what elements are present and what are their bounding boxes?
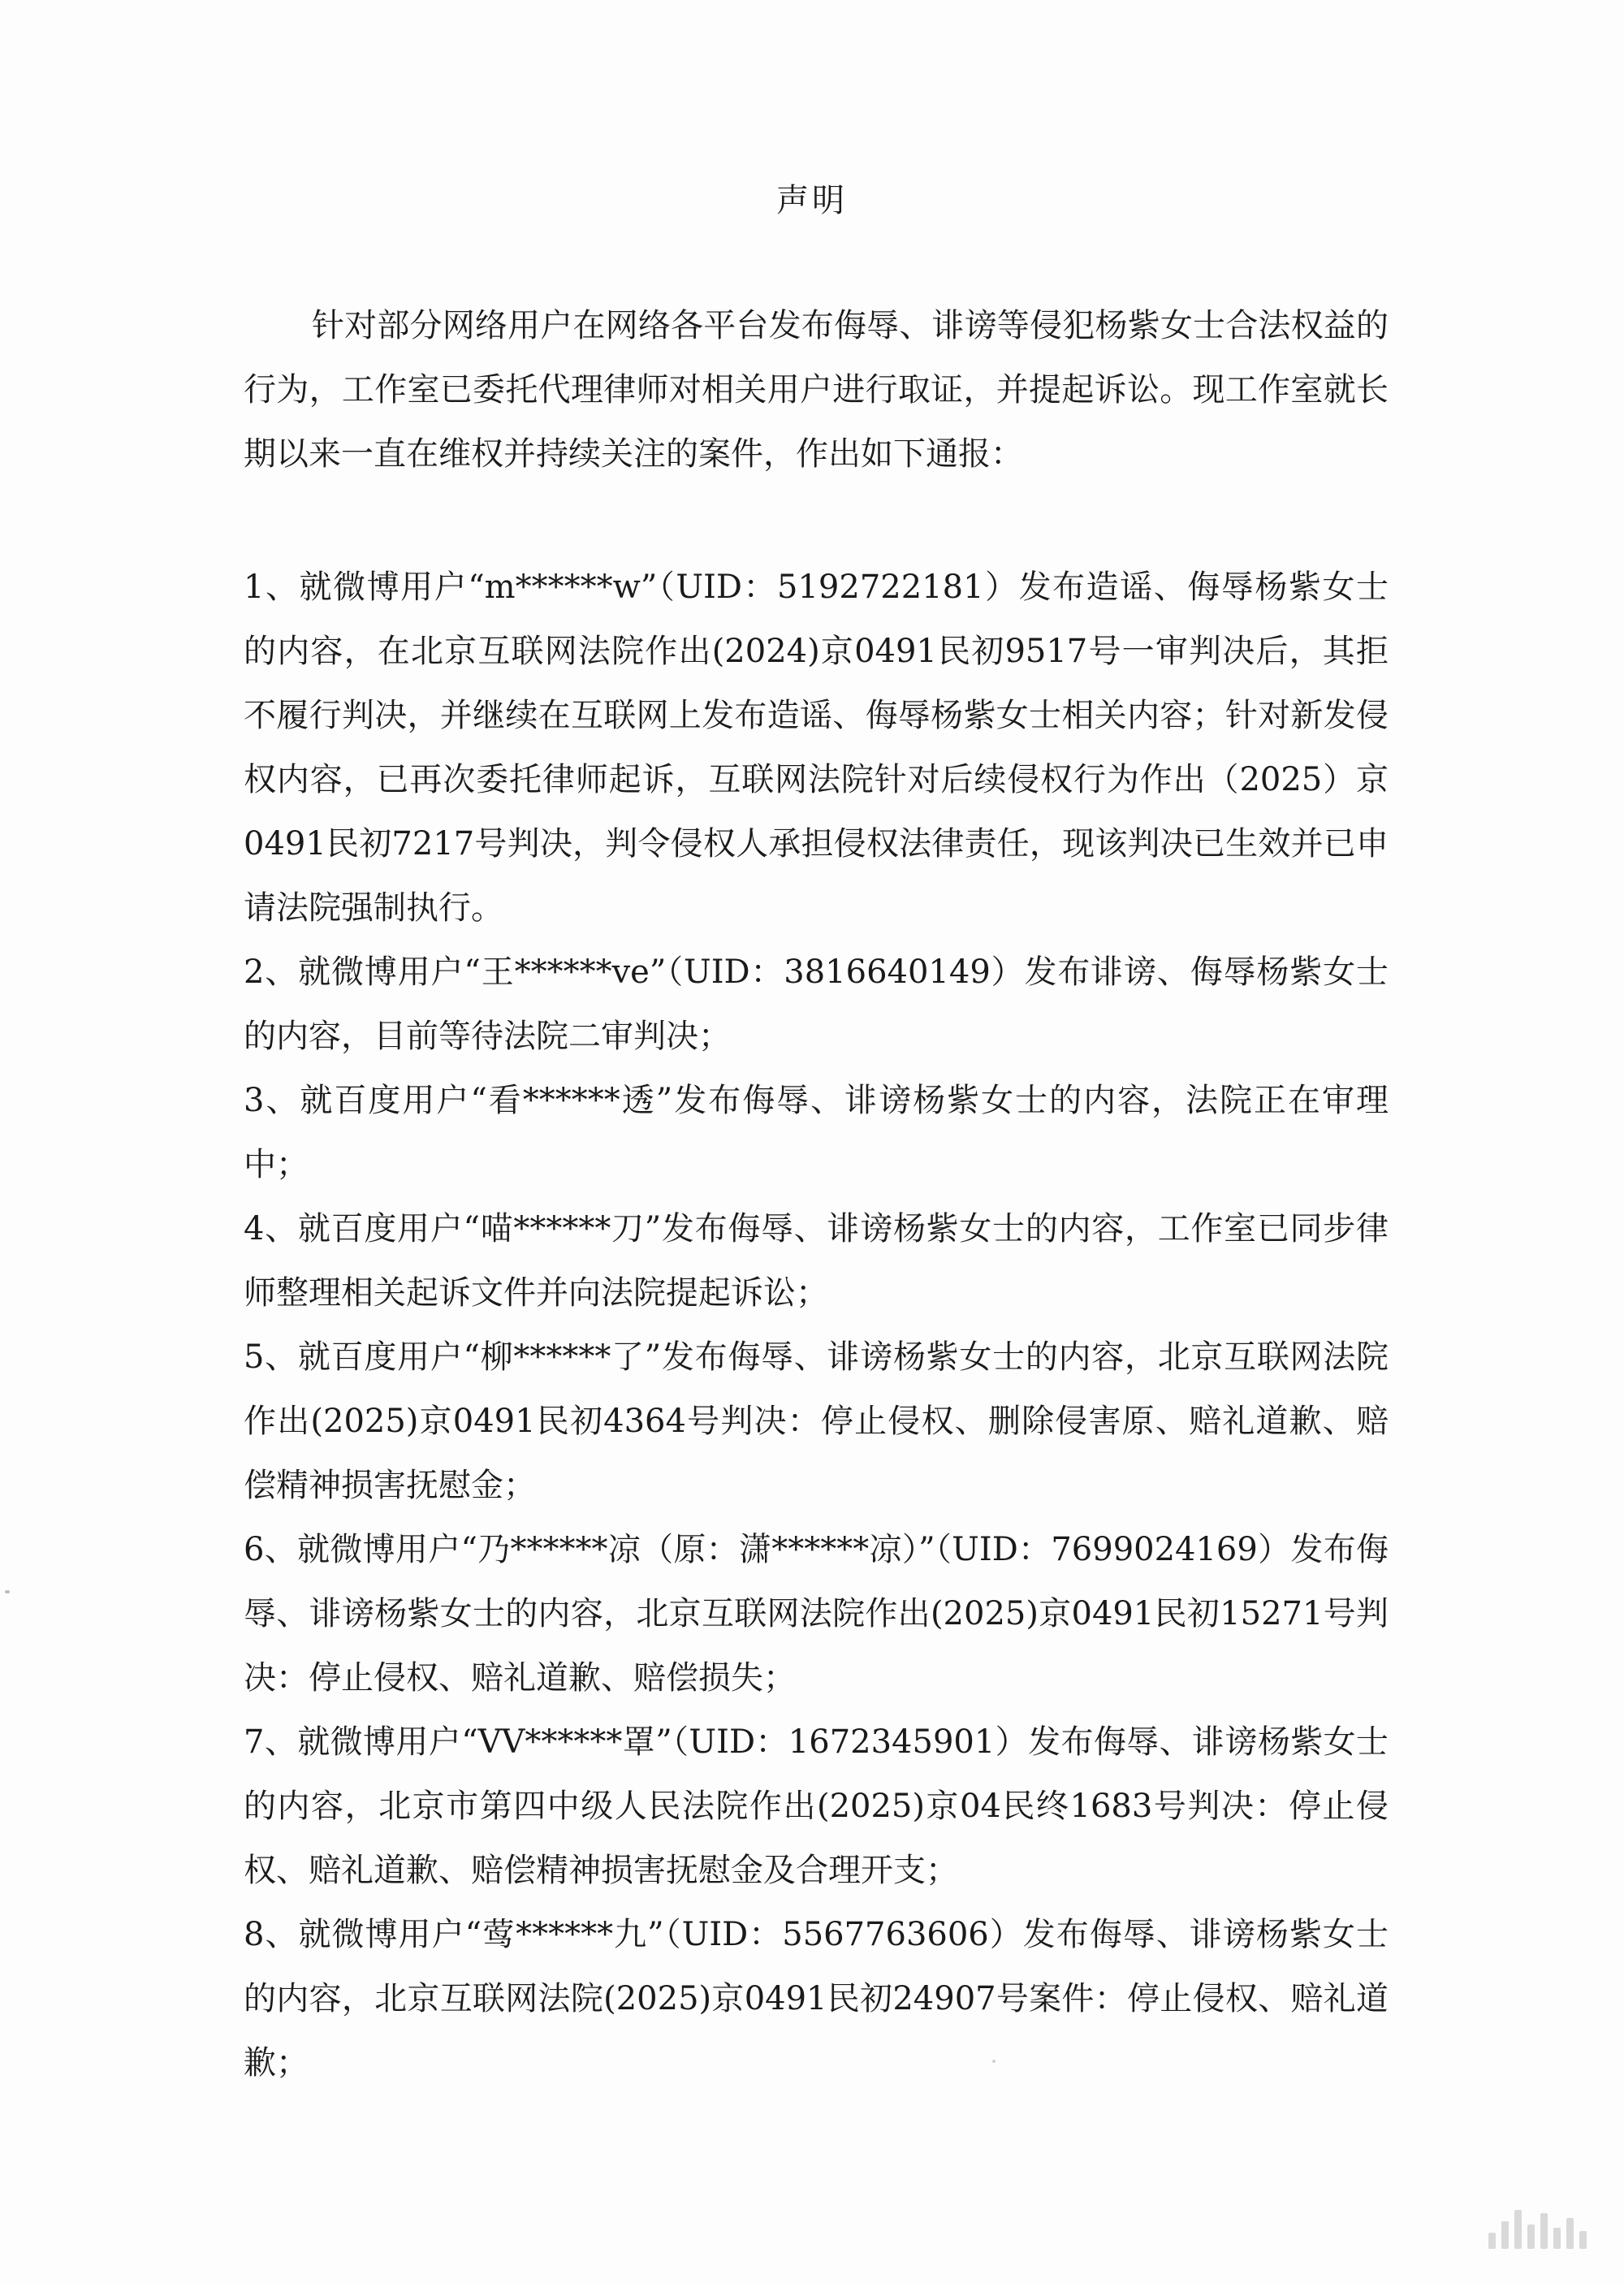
watermark-bar [1527, 2225, 1535, 2249]
case-item-4: 4、就百度用户“喵******刀”发布侮辱、诽谤杨紫女士的内容，工作室已同步律师整理相关起诉文件并向法院提起诉讼； [244, 1210, 1389, 1312]
case-item-1: 1、就微博用户“m******w”（UID：5192722181）发布造谣、侮辱杨紫女士的内容，在北京互联网法院作出(2024)京0491民初9517号一审判决后，其拒不履行判决，并继续在互联网上发布造谣、侮辱杨紫女士相关内容；针对新发侵权内容，已再次委托律师起诉，互联网法院针对后续侵权行为作出（2025）京0491民初7217号判决，判令侵权人承担侵权法律责任，现该判决已生效并已申请法院强制执行。 [244, 569, 1389, 927]
watermark-bar [1488, 2233, 1496, 2249]
watermark-bar [1501, 2221, 1509, 2249]
intro-paragraph: 针对部分网络用户在网络各平台发布侮辱、诽谤等侵犯杨紫女士合法权益的行为，工作室已委托代理律师对相关用户进行取证，并提起诉讼。现工作室就长期以来一直在维权并持续关注的案件，作出如下通报： [244, 307, 1389, 473]
watermark-bar [1553, 2228, 1561, 2249]
case-item-5: 5、就百度用户“柳******了”发布侮辱、诽谤杨紫女士的内容，北京互联网法院作出(2025)京0491民初4364号判决：停止侵权、删除侵害原、赔礼道歉、赔偿精神损害抚慰金； [244, 1338, 1389, 1504]
document-title: 声明 [776, 182, 848, 219]
case-item-8: 8、就微博用户“莺******九”（UID：5567763606）发布侮辱、诽谤杨紫女士的内容，北京互联网法院(2025)京0491民初24907号案件：停止侵权、赔礼道歉； [244, 1916, 1389, 2082]
watermark-bar [1514, 2210, 1522, 2249]
scan-dust-dot [992, 2060, 996, 2063]
watermark-logo [1488, 2210, 1587, 2249]
scan-edge-mark [5, 1590, 10, 1593]
case-list [244, 556, 1389, 2095]
watermark-bar [1540, 2213, 1548, 2249]
case-item-7: 7、就微博用户“VV******罩”（UID：1672345901）发布侮辱、诽谤杨紫女士的内容，北京市第四中级人民法院作出(2025)京04民终1683号判决：停止侵权、赔礼道歉、赔偿精神损害抚慰金及合理开支； [244, 1723, 1389, 1889]
watermark-bar [1579, 2231, 1587, 2249]
watermark-bar [1566, 2218, 1574, 2249]
case-item-3: 3、就百度用户“看******透”发布侮辱、诽谤杨紫女士的内容，法院正在审理中； [244, 1082, 1389, 1183]
case-item-2: 2、就微博用户“王******ve”（UID：3816640149）发布诽谤、侮辱杨紫女士的内容，目前等待法院二审判决； [244, 953, 1389, 1055]
case-item-6: 6、就微博用户“乃******凉（原：潇******凉）”（UID：7699024169）发布侮辱、诽谤杨紫女士的内容，北京互联网法院作出(2025)京0491民初15271号判决：停止侵权、赔礼道歉、赔偿损失； [244, 1531, 1389, 1697]
